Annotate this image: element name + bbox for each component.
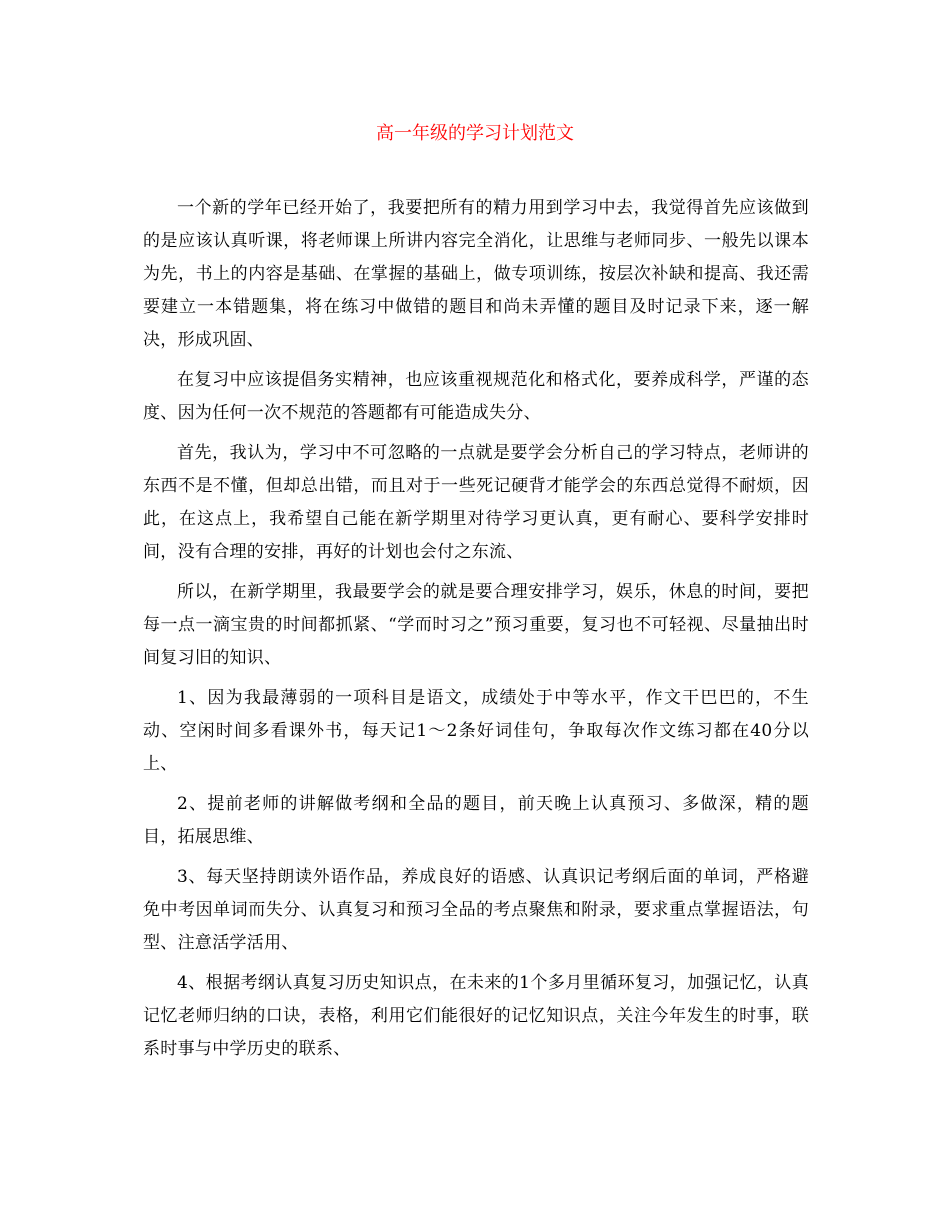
paragraph-1: 一个新的学年已经开始了，我要把所有的精力用到学习中去，我觉得首先应该做到的是应该认真听课，将老师课上所讲内容完全消化，让思维与老师同步、一般先以课本为先，书上的内容是基础、在掌握的基础上，做专项训练，按层次补缺和提高、我还需要建立一本错题集，将在练习中做错的题目和尚未弄懂的题目及时记录下来，逐一解决，形成巩固、 xyxy=(143,198,809,350)
paragraph-8: 4、根据考纲认真复习历史知识点，在未来的1个多月里循环复习，加强记忆，认真记忆老师归纳的口诀，表格，利用它们能很好的记忆知识点，关注今年发生的时事，联系时事与中学历史的联系、 xyxy=(143,973,809,1059)
paragraph-6: 2、提前老师的讲解做考纲和全品的题目，前天晚上认真预习、多做深，精的题目，拓展思维、 xyxy=(143,794,809,847)
paragraph-3: 首先，我认为，学习中不可忽略的一点就是要学会分析自己的学习特点，老师讲的东西不是不懂，但却总出错，而且对于一些死记硬背才能学会的东西总觉得不耐烦，因此，在这点上，我希望自己能在新学期里对待学习更认真，更有耐心、要科学安排时间，没有合理的安排，再好的计划也会付之东流、 xyxy=(143,443,809,562)
paragraph-5: 1、因为我最薄弱的一项科目是语文，成绩处于中等水平，作文干巴巴的，不生动、空闲时间多看课外书，每天记1～2条好词佳句，争取每次作文练习都在40分以上、 xyxy=(143,688,809,774)
document-body xyxy=(143,192,809,1073)
paragraph-4: 所以，在新学期里，我最要学会的就是要合理安排学习，娱乐，休息的时间，要把每一点一滴宝贵的时间都抓紧、“学而时习之”预习重要，复习也不可轻视、尽量抽出时间复习旧的知识、 xyxy=(143,582,809,668)
paragraph-2: 在复习中应该提倡务实精神，也应该重视规范化和格式化，要养成科学，严谨的态度、因为任何一次不规范的答题都有可能造成失分、 xyxy=(143,370,809,423)
paragraph-7: 3、每天坚持朗读外语作品，养成良好的语感、认真识记考纲后面的单词，严格避免中考因单词而失分、认真复习和预习全品的考点聚焦和附录，要求重点掌握语法，句型、注意活学活用、 xyxy=(143,867,809,953)
document-title: 高一年级的学习计划范文 xyxy=(376,123,574,144)
